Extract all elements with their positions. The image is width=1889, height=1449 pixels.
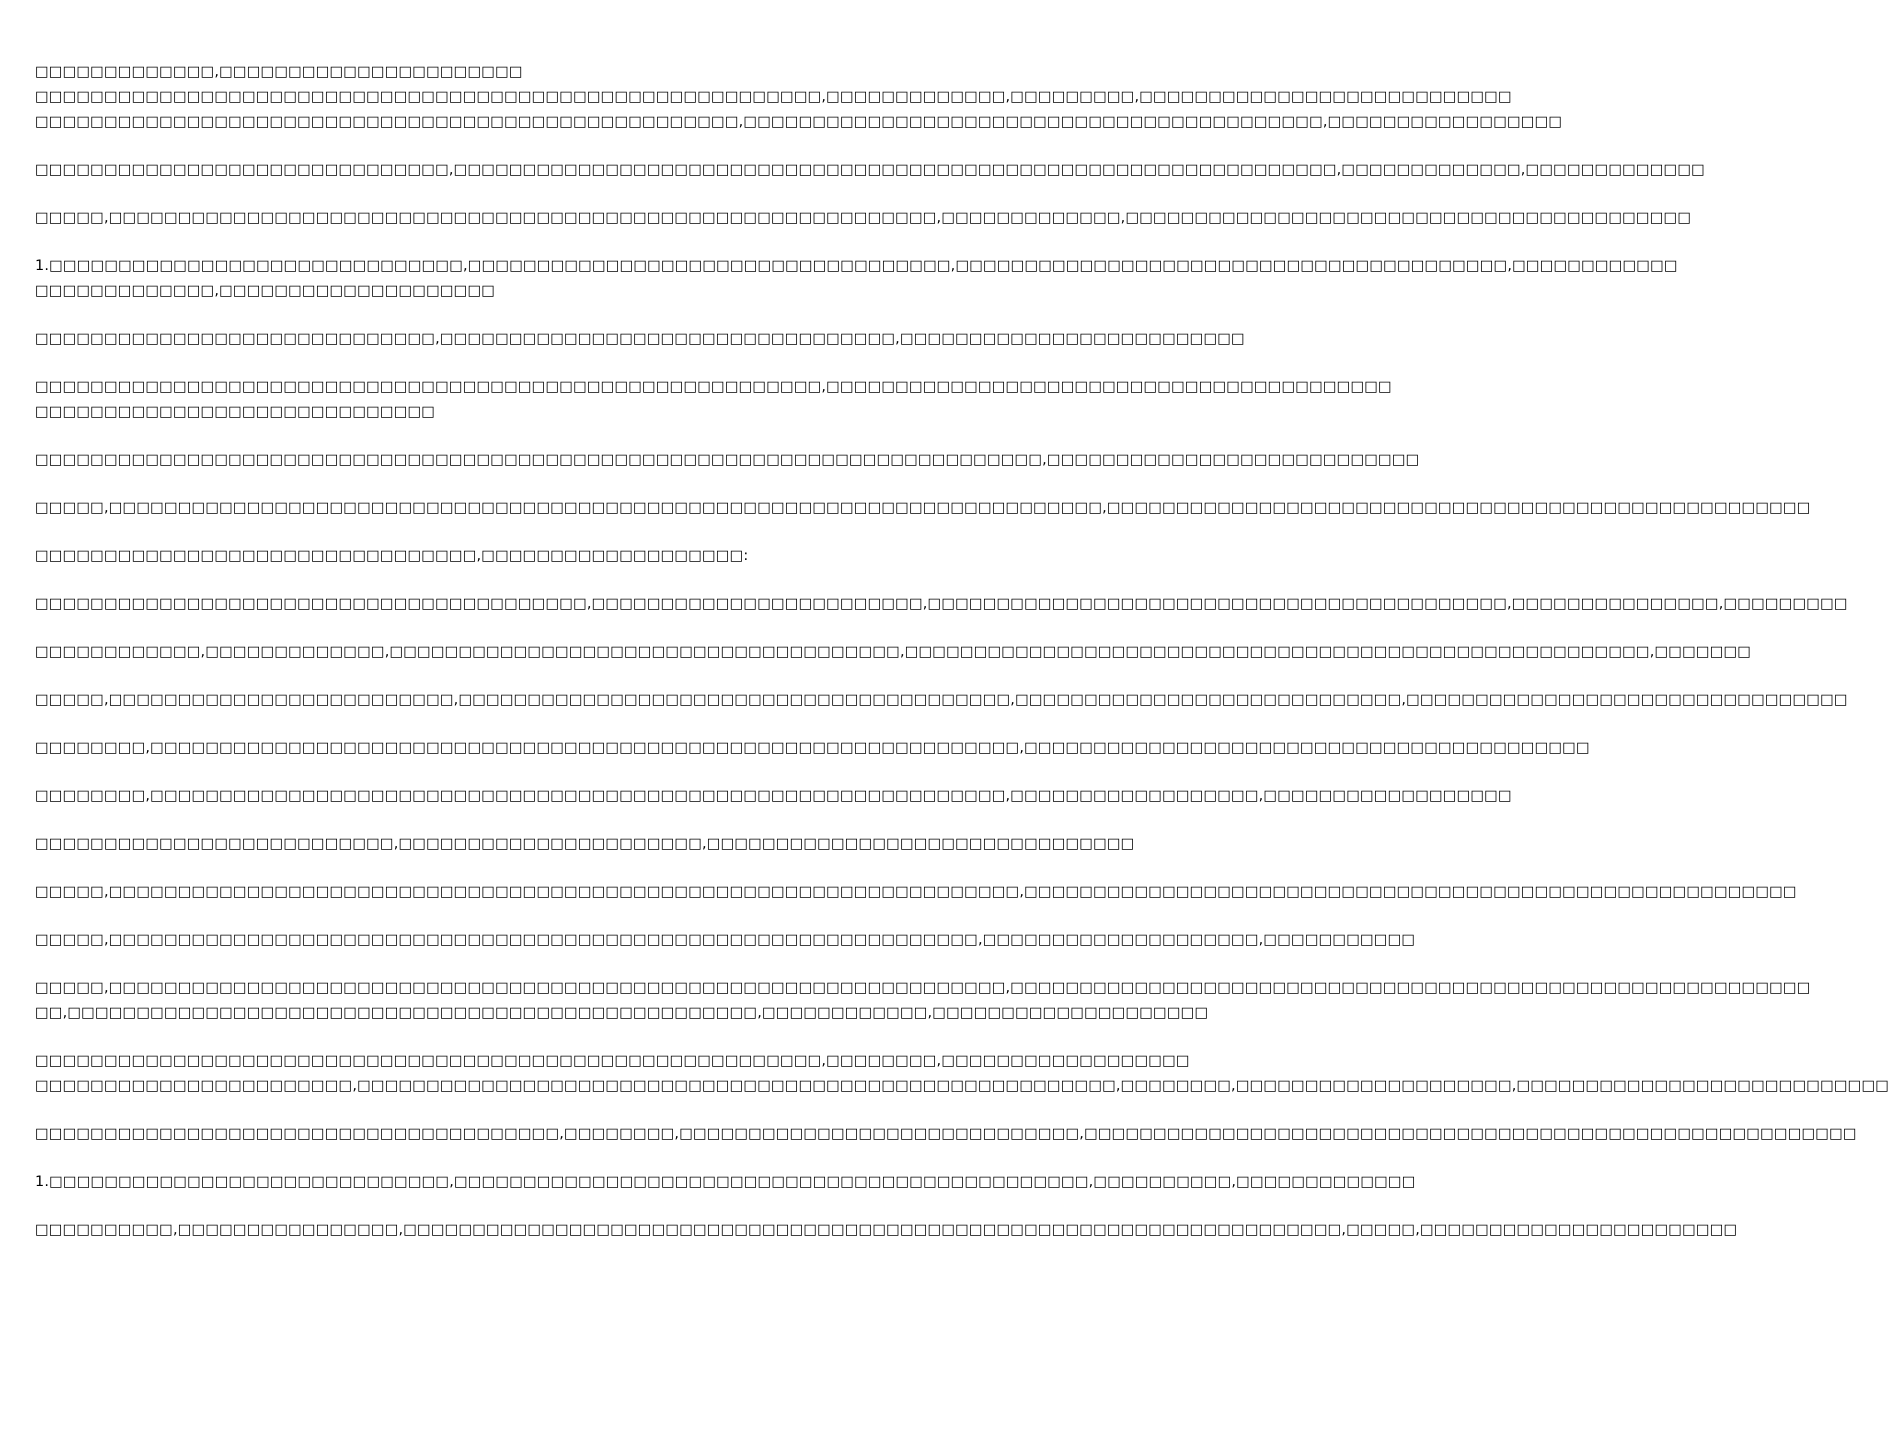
- paragraph: [35, 640, 1752, 665]
- paragraph: [35, 327, 1245, 352]
- paragraph: [35, 544, 990, 569]
- text-line: □□□□□□□□□□,□□□□□□□□□□□□□□□□,□□□□□□□□□□□□□□□□□□□□□□□□□□□□□□□□□□□□□□□□□□□□□□□□□□□□□□□□□□□□□□□□□□□□,□□□□□,□□□□□□□□□□□□□□□□□□□□□□□: [35, 1222, 1738, 1238]
- text-line: □□□□□□□□□□□□□□□□□□□□□□□□□□□□□,□□□□□□□□□□□□□□□□□□□□□□□□□□□□□□□□□,□□□□□□□□□□□□□□□□□□□□□□□□□: [35, 331, 1245, 347]
- text-line: □□□□□□□□□□□□□□□□□□□□□□□,□□□□□□□□□□□□□□□□□□□□□□□□□□□□□□□□□□□□□□□□□□□□□□□□□□□□□□□,□□□□□□□□,□□□□□□□□□□□□□□□□□□□□,□□□□□□□□□□□□□□□□□□□□□□□□□□□: [35, 1078, 1889, 1094]
- text-line: □□□□□□□□□□□□□□□□□□□□□□□□□□□□□□□□,□□□□□□□□□□□□□□□□□□□:: [35, 548, 749, 564]
- text-line: □□□□□,□□□□□□□□□□□□□□□□□□□□□□□□□□□□□□□□□□□□□□□□□□□□□□□□□□□□□□□□□□□□□□□,□□□□□□□□□□□□□□□□□□□□,□□□□□□□□□□□: [35, 932, 1416, 948]
- text-line: □□□□□□□□□□□□□□□□□□□□□□□□□□□□□□□□□□□□□□□□,□□□□□□□□□□□□□□□□□□□□□□□□,□□□□□□□□□□□□□□□□□□□□□□□□□□□□□□□□□□□□□□□□□□,□□□□□□□□□□□□□□□,□□□□□□□□□: [35, 596, 1848, 612]
- paragraph: [35, 976, 1811, 1026]
- paragraph: [35, 832, 1135, 857]
- text-line: □□□□□□□□□□□□□□□□□□□□□□□□□□□□□□□□□□□□□□□□□□□□□□□□□□□□□□□□□,□□□□□□□□,□□□□□□□□□□□□□□□□□□: [35, 1053, 1190, 1069]
- paragraph: [35, 1049, 1889, 1099]
- paragraph: [35, 254, 1678, 304]
- text-line: □□□□□□□□□□□□□□□□□□□□□□□□□□□□□: [35, 404, 436, 420]
- paragraph: [35, 496, 1811, 521]
- paragraph: [35, 688, 1848, 713]
- paragraph: [35, 375, 1392, 425]
- document-body: [35, 60, 1889, 1266]
- text-line: □□,□□□□□□□□□□□□□□□□□□□□□□□□□□□□□□□□□□□□□□□□□□□□□□□□□□,□□□□□□□□□□□□,□□□□□□□□□□□□□□□□□□□□: [35, 1005, 1209, 1021]
- text-line: □□□□□□□□□□□□□□□□□□□□□□□□□□□□□□□□□□□□□□□□□□□□□□□□□□□□□□□□□,□□□□□□□□□□□□□,□□□□□□□□□,□□□□□□□□□□□□□□□□□□□□□□□□□□□: [35, 89, 1512, 105]
- paragraph: [35, 448, 1420, 473]
- paragraph: [35, 1170, 1416, 1195]
- text-line: □□□□□□□□□□□□□□□□□□□□□□□□□□□□□□,□□□□□□□□□□□□□□□□□□□□□□□□□□□□□□□□□□□□□□□□□□□□□□□□□□□□□□□□□□□□□□□□,□□□□□□□□□□□□□,□□□□□□□□□□□□□: [35, 162, 1705, 178]
- text-line: □□□□□□□□□□□□,□□□□□□□□□□□□□,□□□□□□□□□□□□□□□□□□□□□□□□□□□□□□□□□□□□□,□□□□□□□□□□□□□□□□□□□□□□□□□□□□□□□□□□□□□□□□□□□□□□□□□□□□□□,□□□□□□□: [35, 644, 1752, 660]
- paragraph: [35, 880, 1797, 905]
- paragraph: [35, 206, 1692, 231]
- text-line: □□□□□,□□□□□□□□□□□□□□□□□□□□□□□□□□□□□□□□□□□□□□□□□□□□□□□□□□□□□□□□□□□□□□□□□,□□□□□□□□□□□□□□□□□□□□□□□□□□□□□□□□□□□□□□□□□□□□□□□□□□□□□□□□□□: [35, 980, 1811, 996]
- paragraph: [35, 928, 1416, 953]
- text-line: □□□□□□□□□□□□□□□□□□□□□□□□□□□□□□□□□□□□□□□□□□□□□□□□□□□,□□□□□□□□□□□□□□□□□□□□□□□□□□□□□□□□□□□□□□□□□□,□□□□□□□□□□□□□□□□□: [35, 114, 1563, 130]
- text-line: □□□□□□□□□□□□□□□□□□□□□□□□□□□□□□□□□□□□□□□□□□□□□□□□□□□□□□□□□,□□□□□□□□□□□□□□□□□□□□□□□□□□□□□□□□□□□□□□□□□: [35, 379, 1392, 395]
- text-line: □□□□□□□□□□□□□□□□□□□□□□□□□□□□□□□□□□□□□□□□□□□□□□□□□□□□□□□□□□□□□□□□□□□□□□□□□,□□□□□□□□□□□□□□□□□□□□□□□□□□□: [35, 452, 1420, 468]
- text-line: □□□□□,□□□□□□□□□□□□□□□□□□□□□□□□□□□□□□□□□□□□□□□□□□□□□□□□□□□□□□□□□□□□,□□□□□□□□□□□□□,□□□□□□□□□□□□□□□□□□□□□□□□□□□□□□□□□□□□□□□□□: [35, 210, 1692, 226]
- text-line: □□□□□□□□□□□□□□□□□□□□□□□□□□□□□□□□□□□□□□,□□□□□□□□,□□□□□□□□□□□□□□□□□□□□□□□□□□□□□,□□□□□□□□□□□□□□□□□□□□□□□□□□□□□□□□□□□□□□□□□□□□□□□□□□□□□□□□: [35, 1126, 1857, 1142]
- paragraph: [35, 784, 1512, 809]
- paragraph: [35, 158, 1705, 183]
- paragraph: [35, 592, 1848, 617]
- paragraph: [35, 60, 1563, 135]
- text-line: □□□□□□□□,□□□□□□□□□□□□□□□□□□□□□□□□□□□□□□□□□□□□□□□□□□□□□□□□□□□□□□□□□□□□□□□,□□□□□□□□□□□□□□□□□□□□□□□□□□□□□□□□□□□□□□□□□: [35, 740, 1590, 756]
- paragraph: [35, 736, 1590, 761]
- text-line: □□□□□,□□□□□□□□□□□□□□□□□□□□□□□□□□□□□□□□□□□□□□□□□□□□□□□□□□□□□□□□□□□□□□□□□□□□□□□□,□□□□□□□□□□□□□□□□□□□□□□□□□□□□□□□□□□□□□□□□□□□□□□□□□□□: [35, 500, 1811, 516]
- text-line: □□□□□□□□□□□□□,□□□□□□□□□□□□□□□□□□□□: [35, 283, 496, 299]
- text-line: □□□□□□□□□□□□□□□□□□□□□□□□□□,□□□□□□□□□□□□□□□□□□□□□□,□□□□□□□□□□□□□□□□□□□□□□□□□□□□□□□: [35, 836, 1135, 852]
- text-line: □□□□□,□□□□□□□□□□□□□□□□□□□□□□□□□,□□□□□□□□□□□□□□□□□□□□□□□□□□□□□□□□□□□□□□□□,□□□□□□□□□□□□□□□□□□□□□□□□□□□□,□□□□□□□□□□□□□□□□□□□□□□□□□□□□□□□□: [35, 692, 1848, 708]
- paragraph: [35, 1218, 1738, 1243]
- text-line: □□□□□,□□□□□□□□□□□□□□□□□□□□□□□□□□□□□□□□□□□□□□□□□□□□□□□□□□□□□□□□□□□□□□□□□□,□□□□□□□□□□□□□□□□□□□□□□□□□□□□□□□□□□□□□□□□□□□□□□□□□□□□□□□□: [35, 884, 1797, 900]
- text-line: 1.□□□□□□□□□□□□□□□□□□□□□□□□□□□□□,□□□□□□□□□□□□□□□□□□□□□□□□□□□□□□□□□□□□□□□□□□□□□□,□□□□□□□□□□,□□□□□□□□□□□□□: [35, 1174, 1416, 1190]
- text-line: 1.□□□□□□□□□□□□□□□□□□□□□□□□□□□□□□,□□□□□□□□□□□□□□□□□□□□□□□□□□□□□□□□□□□,□□□□□□□□□□□□□□□□□□□□□□□□□□□□□□□□□□□□□□□□,□□□□□□□□□□□□: [35, 258, 1678, 274]
- text-line: □□□□□□□□□□□□□,□□□□□□□□□□□□□□□□□□□□□□: [35, 64, 523, 80]
- text-line: □□□□□□□□,□□□□□□□□□□□□□□□□□□□□□□□□□□□□□□□□□□□□□□□□□□□□□□□□□□□□□□□□□□□□□□,□□□□□□□□□□□□□□□□□□,□□□□□□□□□□□□□□□□□□: [35, 788, 1512, 804]
- paragraph: [35, 1122, 1857, 1147]
